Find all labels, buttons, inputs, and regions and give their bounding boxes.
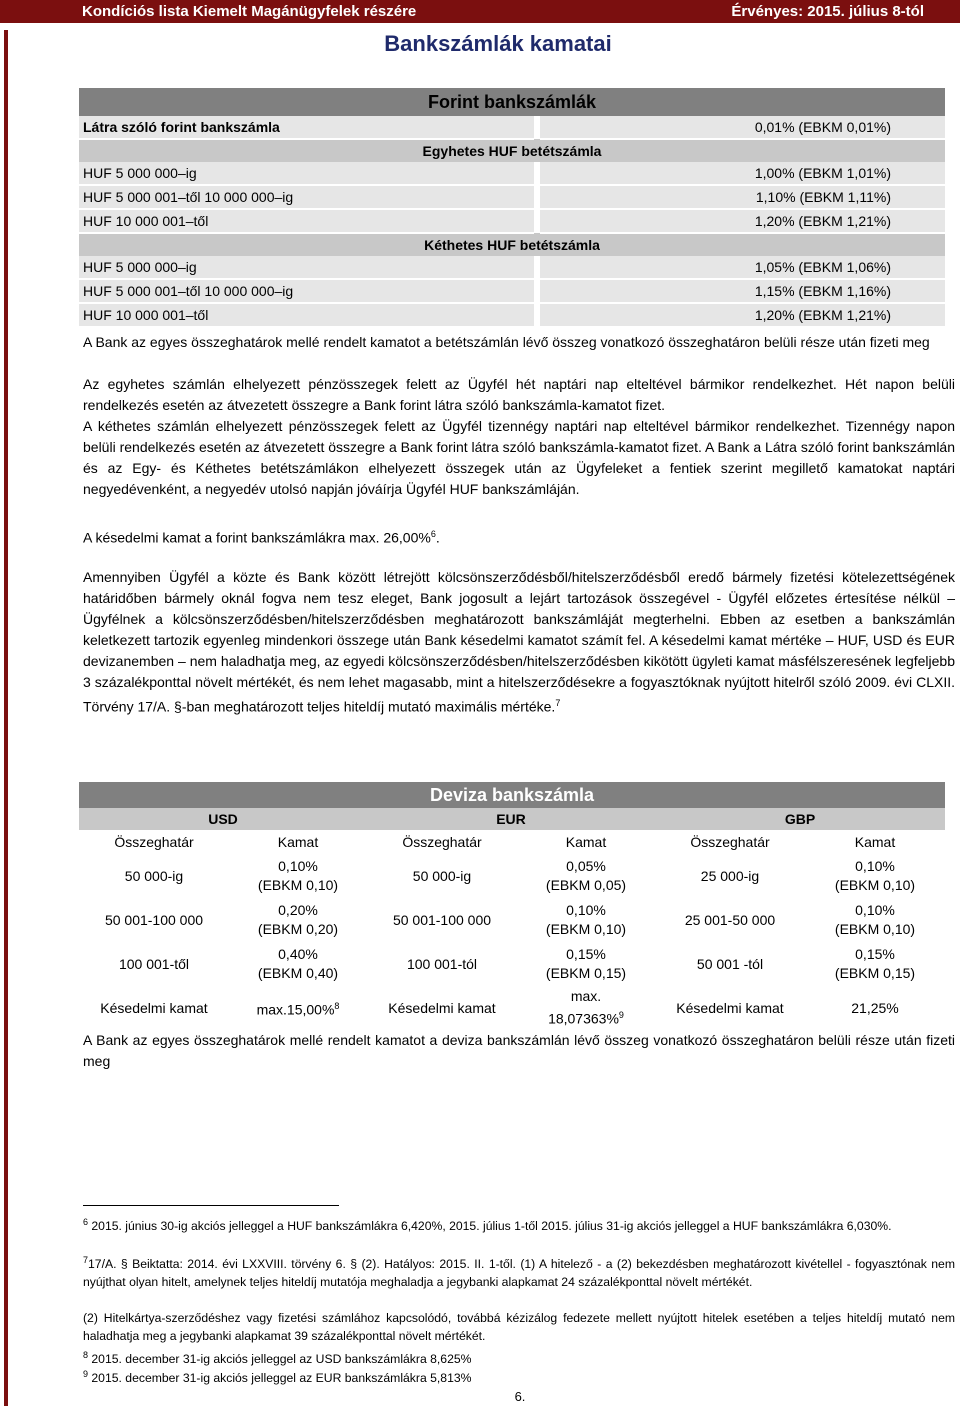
forint-banner: Forint bankszámlák	[79, 88, 945, 116]
paragraph-2: Az egyhetes számlán elhelyezett pénzösszegek felett az Ügyfél hét naptári nap elteltével bármikor rendelkezhet. Hét napon belüli rendelkezés esetén az átvezetett összegre a Bank forint látra szóló bankszámla-kamatot fizet.	[83, 376, 955, 413]
col-header: Összeghatár	[402, 834, 482, 850]
cell: 50 000-ig	[124, 867, 184, 884]
paragraph-5	[83, 567, 955, 718]
page-title: Bankszámlák kamatai	[384, 31, 612, 56]
table-row	[79, 854, 945, 898]
paragraph-3: A kéthetes számlán elhelyezett pénzösszegek felett az Ügyfél tizennégy naptári nap elteltével bármikor rendelkezhet. Tizennégy napon belüli rendelkezés esetén az átvezetett összegre a Bank forint látra szóló bankszámla-kamatot fizet. A Bank a Látra szóló forint bankszámlán és az Egy- és Kéthetes betétszámlákon elhelyezett összegek után az Ügyfeleket a fentiek szerint megillető kamatokat naptári negyedévenként, a negyedév utolsó napján jóváírja Ügyfél HUF bankszámláján.	[83, 418, 955, 497]
cell: 100 001-től	[118, 955, 190, 972]
currency-usd: USD	[79, 808, 367, 830]
row-value: 1,05% (EBKM 1,06%)	[540, 256, 945, 279]
page-number: 6.	[514, 1389, 526, 1404]
col-header: Kamat	[565, 834, 607, 850]
row-value: 1,15% (EBKM 1,16%)	[540, 279, 945, 303]
paragraph-1: A Bank az egyes összeghatárok mellé rendelt kamatot a betétszámlán lévő összeg vonatkozó összeghatáron belüli része után fizeti meg	[83, 334, 930, 350]
cell: max.15,00%$^8$	[256, 1000, 340, 1018]
cell: 0,40% (EBKM 0,40)	[257, 946, 339, 981]
footnote-7: $^7$17/A. § Beiktatta: 2014. évi LXXVIII. törvény 6. § (2). Hatályos: 2015. II. 1-től. (1) A hitelező - a (2) bekezdésben meghatározott kivétellel - fogyasztónak nem nyújthat olyan hitelt, amelynek teljes hiteldíj mutatója meghaladja a jegybanki alapkamat 24 százalékponttal növelt mértékét.	[83, 1255, 955, 1289]
late-interest-row	[79, 986, 945, 1030]
footnote-8: $^8$ 2015. december 31-ig akciós jelleggel az USD bankszámlákra 8,625%	[83, 1350, 472, 1367]
cell: 0,05% (EBKM 0,05)	[545, 858, 627, 893]
table-row	[79, 209, 945, 233]
cell: 0,10% (EBKM 0,10)	[545, 902, 627, 937]
footnote-ref: 7	[555, 698, 561, 708]
footnote-9: $^9$ 2015. december 31-ig akciós jelleggel az EUR bankszámlákra 5,813%	[83, 1369, 472, 1386]
cell: 0,10% (EBKM 0,10)	[834, 858, 916, 893]
currency-gbp: GBP	[655, 808, 945, 830]
egyhetes-title: Egyhetes HUF betétszámla	[79, 139, 945, 162]
cell: 100 001-tól	[406, 955, 478, 972]
cell: 25 001-50 000	[684, 911, 776, 928]
cell: Késedelmi kamat	[100, 999, 208, 1016]
cell: 50 000-ig	[412, 867, 472, 884]
table-row	[79, 303, 945, 327]
cell: 50 001-100 000	[104, 911, 204, 928]
cell: Késedelmi kamat	[676, 999, 784, 1016]
cell: 0,10% (EBKM 0,10)	[834, 902, 916, 937]
kethetes-title: Kéthetes HUF betétszámla	[79, 233, 945, 256]
row-label: HUF 5 000 000–ig	[79, 162, 534, 185]
footnote-rule	[83, 1205, 339, 1206]
cell: 0,10% (EBKM 0,10)	[257, 858, 339, 893]
table-row	[79, 185, 945, 209]
late-interest-text: A késedelmi kamat a forint bankszámlákra max. 26,00%	[83, 529, 431, 546]
cell: 0,15% (EBKM 0,15)	[545, 946, 627, 981]
forint-table	[79, 88, 945, 328]
footnote-7b: (2) Hitelkártya-szerződéshez vagy fizetési számlához kapcsolódó, továbbá kézizálog fedezete mellett nyújtott hitelek esetében a teljes hiteldíj mutató nem haladhatja meg a jegybanki alapkamat 39 százalékponttal növelt mértékét.	[83, 1311, 955, 1343]
latra-value: 0,01% (EBKM 0,01%)	[540, 116, 945, 139]
row-value: 1,00% (EBKM 1,01%)	[540, 162, 945, 185]
table-row	[79, 898, 945, 942]
footnote-6: $^6$ 2015. június 30-ig akciós jelleggel a HUF bankszámlákra 6,420%, 2015. július 1-től 2015. július 31-ig akciós jelleggel a HUF bankszámlákra 6,030%.	[83, 1217, 892, 1234]
row-label: HUF 5 000 001–től 10 000 000–ig	[79, 279, 534, 303]
cell: 0,20% (EBKM 0,20)	[257, 902, 339, 937]
deviza-table	[79, 782, 945, 1030]
footnote-ref: 6	[430, 529, 436, 539]
paragraph-4: A késedelmi kamat a forint bankszámlákra max. 26,00%$^6$.	[83, 529, 440, 546]
row-value: 1,10% (EBKM 1,11%)	[540, 185, 945, 209]
row-label: HUF 10 000 001–től	[79, 209, 534, 233]
cell: Késedelmi kamat	[388, 999, 496, 1016]
header-left: Kondíciós lista Kiemelt Magánügyfelek részére	[82, 3, 417, 20]
header-right: Érvényes: 2015. július 8-tól	[731, 3, 924, 20]
row-value: 1,20% (EBKM 1,21%)	[540, 209, 945, 233]
row-value: 1,20% (EBKM 1,21%)	[540, 303, 945, 327]
cell: 50 001 -tól	[696, 955, 764, 972]
header-bar	[0, 0, 960, 23]
cell: 0,15% (EBKM 0,15)	[834, 946, 916, 981]
late-interest-rules: Amennyiben Ügyfél a közte és Bank között létrejött kölcsönszerződésből/hitelszerződésből eredő bármely fizetési kötelezettségének határidőben bármely oknál fogva nem tesz eleget, Bank jogosult a lejárt tartozások összegével - Ügyfél előzetes értesítése nélkül – Ügyfélnek a kölcsönszerződésben/hitelszerződésben meghatározott bankszámláját megterhelni. Ebben az esetben a bankszámlán keletkezett tartozik egyenleg mindenkori összege után Bank késedelmi kamatot számít fel. A késedelmi kamat mértéke – HUF, USD és EUR devizanemben – nem haladhatja meg, az egyedi kölcsönszerződésben/hitelszerződésben kikötött ügyleti kamat másfélszeresének legfeljebb 3 százalékponttal növelt mértékét, és nem lehet magasabb, mint a hitelszerződésekre a fogyasztóknak nyújtott hitelről szóló 2009. évi CLXII. Törvény 17/A. §-ban meghatározott teljes hiteldíj mutató maximális mértéke.	[83, 569, 955, 715]
col-header: Összeghatár	[690, 834, 770, 850]
row-label: HUF 10 000 001–től	[79, 303, 534, 327]
table-row	[79, 942, 945, 986]
table-row	[79, 256, 945, 279]
table-row	[79, 162, 945, 185]
cell: 50 001-100 000	[392, 911, 492, 928]
paragraph-6: A Bank az egyes összeghatárok mellé rendelt kamatot a deviza bankszámlán lévő összeg vonatkozó összeghatáron belüli része után fizeti meg	[83, 1032, 955, 1069]
col-header: Összeghatár	[114, 834, 194, 850]
cell: 21,25%	[851, 999, 899, 1016]
table-row	[79, 279, 945, 303]
row-label: HUF 5 000 000–ig	[79, 256, 534, 279]
currency-eur: EUR	[367, 808, 655, 830]
col-header: Kamat	[277, 834, 319, 850]
latra-label: Látra szóló forint bankszámla	[79, 116, 534, 139]
cell: max. 18,07363%$^9$	[548, 988, 624, 1027]
deviza-banner: Deviza bankszámla	[79, 782, 945, 808]
col-header: Kamat	[854, 834, 896, 850]
left-rule	[4, 30, 8, 1406]
row-label: HUF 5 000 001–től 10 000 000–ig	[79, 185, 534, 209]
cell: 25 000-ig	[700, 867, 760, 884]
